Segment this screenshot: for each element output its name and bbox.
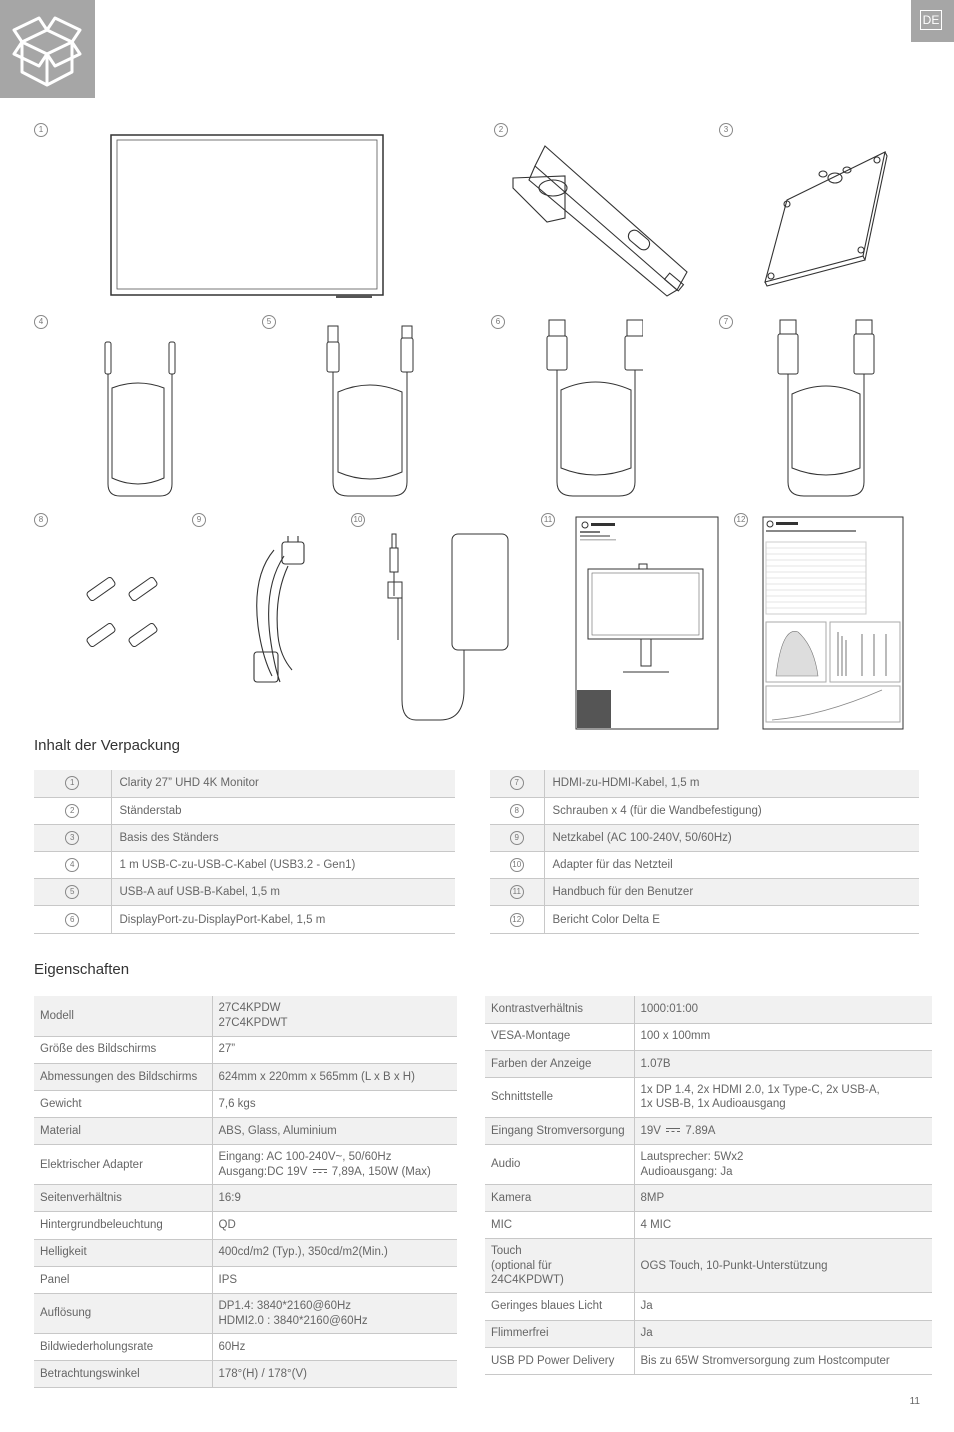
power-cord-icon: [244, 536, 314, 690]
spec-value: Eingang: AC 100-240V~, 50/60Hz: [218, 1151, 392, 1164]
package-icon-tile: [0, 0, 95, 98]
spec-value: 27C4KPDW: [218, 1002, 281, 1015]
spec-key: Panel: [34, 1266, 212, 1293]
spec-key: Material: [34, 1118, 212, 1145]
spec-key: MIC: [485, 1212, 634, 1239]
item-number: 12: [734, 513, 748, 527]
spec-value: 8MP: [634, 1185, 932, 1212]
table-row: [34, 879, 455, 906]
table-row: [490, 797, 919, 824]
spec-value: DP1.4: 3840*2160@60Hz: [218, 1300, 352, 1312]
table-row: [490, 824, 919, 851]
page-number: 11: [909, 1396, 920, 1407]
spec-key: Eingang Stromversorgung: [485, 1117, 634, 1144]
displayport-cable-icon: [543, 318, 643, 500]
spec-key: Kamera: [485, 1185, 634, 1212]
spec-key: VESA-Montage: [485, 1023, 634, 1050]
spec-key: Größe des Bildschirms: [34, 1036, 212, 1063]
item-number: 4: [65, 858, 79, 872]
item-label: Netzkabel (AC 100-240V, 50/60Hz): [544, 824, 919, 851]
spec-value: Lautsprecher: 5Wx2: [640, 1151, 744, 1164]
item-number: 2: [494, 123, 508, 137]
specs-table-left: [34, 996, 457, 1388]
table-row: [485, 1185, 932, 1212]
item-number: 7: [719, 315, 733, 329]
table-row: [485, 1117, 932, 1144]
table-row: [34, 824, 455, 851]
item-number: 9: [510, 831, 524, 845]
user-manual-icon: [575, 516, 719, 730]
spec-value: IPS: [212, 1266, 457, 1293]
screws-icon: [80, 574, 170, 654]
item-number: 10: [510, 858, 524, 872]
spec-value: 19V: [640, 1124, 661, 1137]
spec-value: 1000:01:00: [634, 996, 932, 1023]
item-number: 10: [351, 513, 365, 527]
item-number: 5: [65, 885, 79, 899]
table-row: [34, 797, 455, 824]
table-row: [34, 1239, 457, 1266]
table-row: [485, 1145, 932, 1185]
spec-key: Bildwiederholungsrate: [34, 1334, 212, 1361]
spec-value: OGS Touch, 10-Punkt-Unterstützung: [634, 1239, 932, 1293]
spec-value: 27”: [212, 1036, 457, 1063]
specs-table-right: [485, 996, 932, 1375]
table-row: [485, 1239, 932, 1293]
item-number: 5: [262, 315, 276, 329]
table-row: [34, 1361, 457, 1388]
spec-key: Flimmerfrei: [485, 1320, 634, 1347]
package-icon: [0, 0, 95, 98]
item-label: Handbuch für den Benutzer: [544, 879, 919, 906]
table-row: [485, 1293, 932, 1320]
item-label: DisplayPort-zu-DisplayPort-Kabel, 1,5 m: [111, 906, 455, 933]
table-row: [485, 1050, 932, 1077]
spec-value: 624mm x 220mm x 565mm (L x B x H): [212, 1063, 457, 1090]
spec-value: HDMI2.0 : 3840*2160@60Hz: [218, 1314, 368, 1327]
spec-key: Kontrastverhältnis: [485, 996, 634, 1023]
item-number: 11: [510, 885, 524, 899]
table-row: [490, 852, 919, 879]
table-row: [485, 1077, 932, 1117]
spec-key: Schnittstelle: [485, 1077, 634, 1117]
item-label: Ständerstab: [111, 797, 455, 824]
item-label: Basis des Ständers: [111, 824, 455, 851]
table-row: [34, 1145, 457, 1185]
table-row: [34, 1266, 457, 1293]
spec-value: 7,6 kgs: [212, 1090, 457, 1117]
spec-value: 7.89A: [685, 1124, 716, 1137]
table-row: [485, 1320, 932, 1347]
spec-value: 16:9: [212, 1185, 457, 1212]
item-number: 6: [491, 315, 505, 329]
stand-arm-icon: [505, 140, 695, 300]
spec-value: 1.07B: [634, 1050, 932, 1077]
language-label: DE: [920, 10, 942, 30]
spec-value: 27C4KPDWT: [218, 1016, 288, 1029]
spec-key: Modell: [34, 996, 212, 1036]
item-number: 3: [65, 831, 79, 845]
spec-value: Ja: [634, 1293, 932, 1320]
table-row: [490, 879, 919, 906]
table-row: [490, 906, 919, 933]
spec-value: 7,89A, 150W (Max): [331, 1165, 431, 1178]
item-label: USB-A auf USB-B-Kabel, 1,5 m: [111, 879, 455, 906]
spec-key: Hintergrundbeleuchtung: [34, 1212, 212, 1239]
spec-key: Elektrischer Adapter: [34, 1145, 212, 1185]
spec-key: Audio: [485, 1145, 634, 1185]
table-row: [485, 1023, 932, 1050]
item-label: Bericht Color Delta E: [544, 906, 919, 933]
spec-value: 4 MIC: [634, 1212, 932, 1239]
table-row: [485, 996, 932, 1023]
item-label: Adapter für das Netzteil: [544, 852, 919, 879]
item-number: 2: [65, 804, 79, 818]
spec-key: Touch: [491, 1245, 522, 1258]
hdmi-cable-icon: [774, 318, 878, 500]
spec-key: (optional für 24C4KPDWT): [491, 1259, 564, 1287]
spec-key: Seitenverhältnis: [34, 1185, 212, 1212]
dc-symbol-icon: [313, 1169, 327, 1175]
item-number: 1: [65, 776, 79, 790]
spec-value: 1x DP 1.4, 2x HDMI 2.0, 1x Type-C, 2x USB-A,: [640, 1083, 880, 1096]
spec-key: USB PD Power Delivery: [485, 1347, 634, 1374]
item-label: HDMI-zu-HDMI-Kabel, 1,5 m: [544, 770, 919, 797]
item-number: 8: [34, 513, 48, 527]
table-row: [34, 1212, 457, 1239]
spec-value: Bis zu 65W Stromversorgung zum Hostcomputer: [634, 1347, 932, 1374]
spec-value: Audioausgang: Ja: [640, 1165, 733, 1178]
item-number: 9: [192, 513, 206, 527]
spec-value: 100 x 100mm: [634, 1023, 932, 1050]
table-row: [34, 770, 455, 797]
table-row: [34, 1185, 457, 1212]
spec-value: ABS, Glass, Aluminium: [212, 1118, 457, 1145]
table-row: [490, 770, 919, 797]
language-badge: [911, 0, 954, 42]
table-row: [34, 996, 457, 1036]
item-label: Schrauben x 4 (für die Wandbefestigung): [544, 797, 919, 824]
spec-key: Abmessungen des Bildschirms: [34, 1063, 212, 1090]
spec-key: Auflösung: [34, 1294, 212, 1334]
dc-symbol-icon: [666, 1128, 680, 1134]
table-row: [485, 1212, 932, 1239]
package-title: Inhalt der Verpackung: [34, 737, 180, 754]
spec-value: 60Hz: [212, 1334, 457, 1361]
usb-a-to-b-cable-icon: [322, 322, 418, 500]
spec-value: QD: [212, 1212, 457, 1239]
item-number: 11: [541, 513, 555, 527]
package-table-right: [490, 770, 919, 934]
monitor-icon: [108, 132, 388, 300]
item-number: 3: [719, 123, 733, 137]
item-number: 4: [34, 315, 48, 329]
package-table-left: [34, 770, 455, 934]
table-row: [485, 1347, 932, 1374]
spec-value: 400cd/m2 (Typ.), 350cd/m2(Min.): [212, 1239, 457, 1266]
item-number: 7: [510, 776, 524, 790]
table-row: [34, 906, 455, 933]
item-number: 12: [510, 913, 524, 927]
spec-value: Ausgang:DC 19V: [218, 1165, 308, 1178]
item-label: Clarity 27” UHD 4K Monitor: [111, 770, 455, 797]
spec-value: Ja: [634, 1320, 932, 1347]
spec-key: Betrachtungswinkel: [34, 1361, 212, 1388]
spec-key: Helligkeit: [34, 1239, 212, 1266]
spec-value: 1x USB-B, 1x Audioausgang: [640, 1098, 786, 1111]
spec-key: Farben der Anzeige: [485, 1050, 634, 1077]
table-row: [34, 1118, 457, 1145]
spec-key: Geringes blaues Licht: [485, 1293, 634, 1320]
item-number: 6: [65, 913, 79, 927]
table-row: [34, 852, 455, 879]
table-row: [34, 1294, 457, 1334]
table-row: [34, 1090, 457, 1117]
stand-base-icon: [757, 144, 897, 288]
power-adapter-icon: [380, 530, 512, 726]
item-number: 1: [34, 123, 48, 137]
item-label: 1 m USB-C-zu-USB-C-Kabel (USB3.2 - Gen1): [111, 852, 455, 879]
item-number: 8: [510, 804, 524, 818]
table-row: [34, 1334, 457, 1361]
usb-c-cable-icon: [98, 338, 188, 500]
spec-value: 178°(H) / 178°(V): [212, 1361, 457, 1388]
specs-title: Eigenschaften: [34, 961, 130, 978]
spec-key: Gewicht: [34, 1090, 212, 1117]
color-report-icon: [762, 516, 904, 730]
table-row: [34, 1036, 457, 1063]
table-row: [34, 1063, 457, 1090]
